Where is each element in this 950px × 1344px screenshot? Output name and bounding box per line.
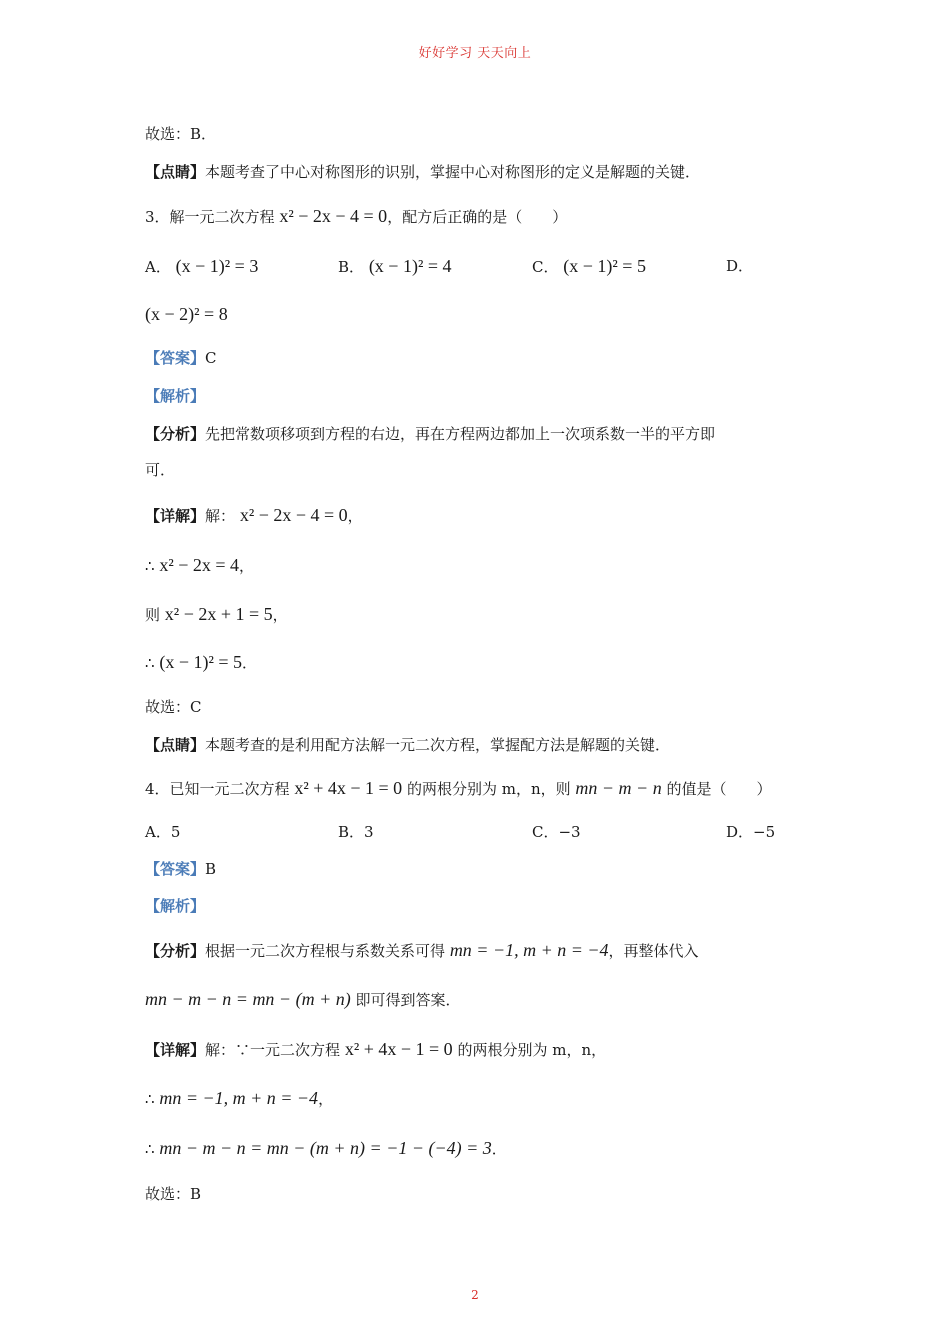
q4-stem-b: 的两根分别为 m，n，则 [406,780,571,798]
q4-equation: x² + 4x − 1 = 0 [294,778,403,798]
q4-option-d: D．−5 [726,823,776,841]
q4-fenxi-tag: 【分析】 [145,942,206,960]
q3-option-c-label: C． [532,258,559,276]
q3-detail-prefix: 解： [205,507,236,525]
q3-option-d-text [145,304,228,325]
q3-step-4-punct: ． [242,654,258,672]
q3-equation: x² − 2x − 4 = 0 [279,206,388,226]
q4-step-2: mn − m − n = mn − (m + n) = −1 − (−4) = 3 [159,1138,492,1158]
q4-fenxi-text-a: 根据一元二次方程根与系数关系可得 [205,942,446,960]
q3-step-3-prefix: 则 [145,606,161,624]
question-3-stem [145,206,567,227]
q4-fenxi-line-1 [145,940,699,961]
q3-step-1-punct: ， [347,507,363,525]
q3-option-b [338,256,452,277]
q3-analysis-tag: 【解析】 [145,387,206,405]
page-number: 2 [471,1288,479,1302]
q3-fenxi-line-2: 可． [145,461,176,479]
q4-fenxi-equation-2: mn − m − n = mn − (m + n) [145,989,351,1009]
q3-option-d-expr: (x − 2)² = 8 [145,304,228,324]
q3-stem-a: 3．解一元二次方程 [145,208,275,226]
q3-option-c [532,256,646,277]
q4-conclusion: 故选：B [145,1185,202,1203]
q4-detail-equation: x² + 4x − 1 = 0 [344,1039,453,1059]
q4-step-2-punct: ． [491,1140,507,1158]
q3-comment-text: 本题考查的是利用配方法解一元二次方程，掌握配方法是解题的关键． [205,736,671,754]
therefore-symbol: ∴ [145,557,155,575]
q4-analysis-tag: 【解析】 [145,897,206,915]
q3-detail-tag: 【详解】 [145,507,206,525]
q3-step-2-punct: ， [239,557,255,575]
q4-option-c: C．−3 [532,823,581,841]
q3-answer [145,348,217,368]
q3-option-c-text: (x − 1)² = 5 [563,256,646,276]
q4-detail-suffix: 的两根分别为 m，n， [457,1041,607,1059]
q3-option-d-label: D． [726,257,754,275]
q3-fenxi-tag: 【分析】 [145,425,206,443]
q4-fenxi-equation: mn = −1, m + n = −4 [449,940,609,960]
q4-stem-a: 4．已知一元二次方程 [145,780,290,798]
page-header: 好好学习 天天向上 [418,46,532,61]
q4-step-2-line [145,1138,507,1159]
q4-step-1: mn = −1, m + n = −4 [159,1088,319,1108]
q3-option-b-text: (x − 1)² = 4 [368,256,452,276]
q3-step-3: x² − 2x + 1 = 5 [164,604,273,624]
comment-text: 本题考查了中心对称图形的识别，掌握中心对称图形的定义是解题的关键． [205,163,701,181]
q3-step-3-punct: ， [272,606,288,624]
q4-option-b: B．3 [338,823,374,841]
q4-expression: mn − m − n [575,778,662,798]
q4-answer [145,859,216,879]
q4-answer-tag: 【答案】 [145,860,206,878]
q4-analysis-heading [145,896,205,916]
q3-fenxi-line-1 [145,424,715,444]
comment-line [145,162,700,182]
q4-fenxi-text-c: 即可得到答案． [355,991,461,1009]
comment-tag: 【点睛】 [145,163,206,181]
q3-comment-tag: 【点睛】 [145,736,206,754]
q4-step-1-punct: ， [318,1090,334,1108]
q3-option-a [145,256,258,277]
q4-option-a: A．5 [145,823,181,841]
q3-fenxi-text-1: 先把常数项移项到方程的右边，再在方程两边都加上一次项系数一半的平方即 [205,425,716,443]
q3-step-3-line [145,604,288,625]
q3-answer-tag: 【答案】 [145,349,206,367]
q4-step-1-line [145,1088,333,1109]
q3-option-a-label: A． [145,258,171,276]
q3-analysis-heading [145,386,205,406]
q4-fenxi-line-2 [145,989,461,1010]
q4-stem-c: 的值是（ ） [666,780,772,798]
q3-stem-b: ，配方后正确的是（ ） [387,208,568,226]
q4-detail-prefix: 解：∵一元二次方程 [205,1041,341,1059]
q3-step-1: x² − 2x − 4 = 0 [239,505,348,525]
q4-fenxi-text-b: ，再整体代入 [608,942,699,960]
q3-comment-line [145,735,670,755]
q3-option-b-label: B． [338,258,365,276]
q4-answer-value: B [205,860,217,878]
q3-step-2-line [145,555,254,576]
q3-conclusion: 故选：C [145,698,202,716]
q3-step-2: x² − 2x = 4 [159,555,240,575]
q4-detail-tag: 【详解】 [145,1041,206,1059]
q3-detail-line [145,505,363,526]
question-4-stem [145,778,772,799]
conclusion-line: 故选：B． [145,125,217,143]
q3-step-4: (x − 1)² = 5 [159,652,243,672]
therefore-symbol: ∴ [145,1090,155,1108]
q3-answer-value: C [205,349,217,367]
q3-option-a-text: (x − 1)² = 3 [175,256,259,276]
q4-detail-line [145,1039,606,1060]
q3-step-4-line [145,652,257,673]
therefore-symbol: ∴ [145,654,155,672]
therefore-symbol: ∴ [145,1140,155,1158]
